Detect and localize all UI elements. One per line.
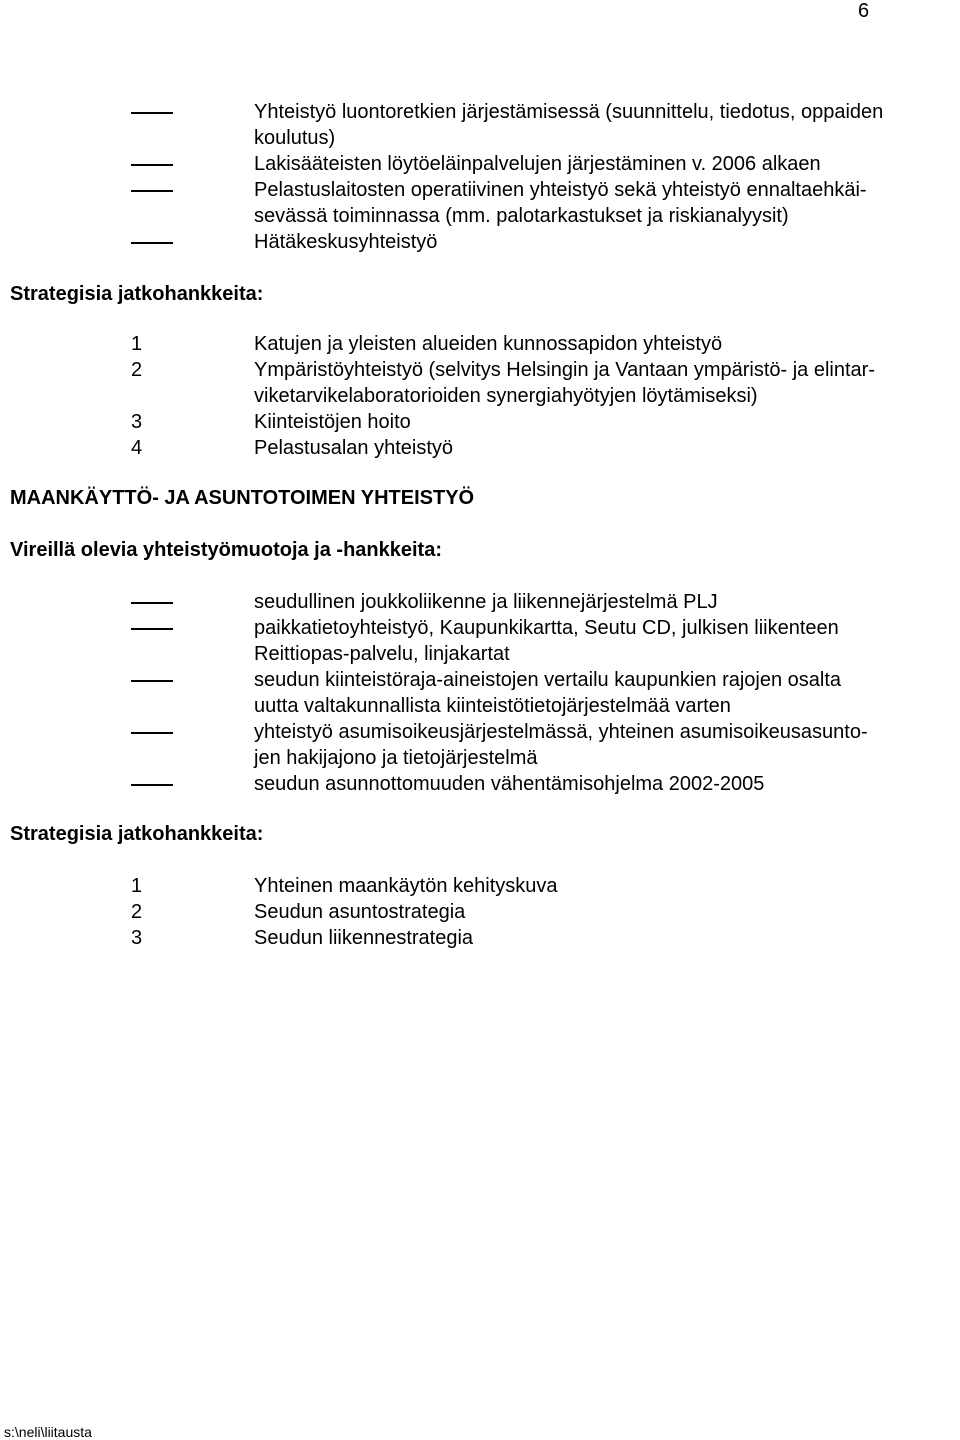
- item-number: 3: [131, 927, 143, 949]
- dash-bullet: [131, 242, 173, 244]
- section-heading: Strategisia jatkohankkeita:: [10, 283, 264, 305]
- list-item-line: Katujen ja yleisten alueiden kunnossapidon yhteistyö: [254, 333, 723, 355]
- list-item-line: Yhteistyö luontoretkien järjestämisessä (suunnittelu, tiedotus, oppaiden: [254, 101, 884, 123]
- list-item-line: Seudun asuntostrategia: [254, 901, 466, 923]
- list-item-line: Pelastusalan yhteistyö: [254, 437, 454, 459]
- item-number: 2: [131, 359, 143, 381]
- item-number: 2: [131, 901, 143, 923]
- list-item-line: jen hakijajono ja tietojärjestelmä: [254, 747, 538, 769]
- list-item-line: seudun asunnottomuuden vähentämisohjelma 2002-2005: [254, 773, 765, 795]
- list-item-line: yhteistyö asumisoikeusjärjestelmässä, yhteinen asumisoikeusasunto-: [254, 721, 868, 743]
- dash-bullet: [131, 628, 173, 630]
- section-heading: Strategisia jatkohankkeita:: [10, 823, 264, 845]
- list-item-line: Reittiopas-palvelu, linjakartat: [254, 643, 510, 665]
- list-item-line: Kiinteistöjen hoito: [254, 411, 411, 433]
- list-item-line: uutta valtakunnallista kiinteistötietojärjestelmää varten: [254, 695, 731, 717]
- dash-bullet: [131, 732, 173, 734]
- page-number: 6: [858, 0, 870, 22]
- dash-bullet: [131, 680, 173, 682]
- list-item-line: Lakisääteisten löytöeläinpalvelujen järjestäminen v. 2006 alkaen: [254, 153, 821, 175]
- list-item-line: seudullinen joukkoliikenne ja liikennejärjestelmä PLJ: [254, 591, 718, 613]
- dash-bullet: [131, 112, 173, 114]
- list-item-line: Seudun liikennestrategia: [254, 927, 474, 949]
- footer-path: s:\neli\liitausta: [4, 1424, 92, 1440]
- section-heading: Vireillä olevia yhteistyömuotoja ja -hankkeita:: [10, 539, 443, 561]
- list-item-line: koulutus): [254, 127, 336, 149]
- dash-bullet: [131, 602, 173, 604]
- list-item-line: seudun kiinteistöraja-aineistojen vertailu kaupunkien rajojen osalta: [254, 669, 842, 691]
- list-item-line: Yhteinen maankäytön kehityskuva: [254, 875, 558, 897]
- list-item-line: sevässä toiminnassa (mm. palotarkastukset ja riskianalyysit): [254, 205, 789, 227]
- list-item-line: Hätäkeskusyhteistyö: [254, 231, 438, 253]
- item-number: 3: [131, 411, 143, 433]
- list-item-line: Ympäristöyhteistyö (selvitys Helsingin ja Vantaan ympäristö- ja elintar-: [254, 359, 875, 381]
- dash-bullet: [131, 164, 173, 166]
- dash-bullet: [131, 784, 173, 786]
- section-title: MAANKÄYTTÖ- JA ASUNTOTOIMEN YHTEISTYÖ: [10, 487, 475, 509]
- list-item-line: paikkatietoyhteistyö, Kaupunkikartta, Seutu CD, julkisen liikenteen: [254, 617, 839, 639]
- item-number: 1: [131, 875, 143, 897]
- list-item-line: viketarvikelaboratorioiden synergiahyötyjen löytämiseksi): [254, 385, 758, 407]
- item-number: 1: [131, 333, 143, 355]
- dash-bullet: [131, 190, 173, 192]
- item-number: 4: [131, 437, 143, 459]
- list-item-line: Pelastuslaitosten operatiivinen yhteistyö sekä yhteistyö ennaltaehkäi-: [254, 179, 867, 201]
